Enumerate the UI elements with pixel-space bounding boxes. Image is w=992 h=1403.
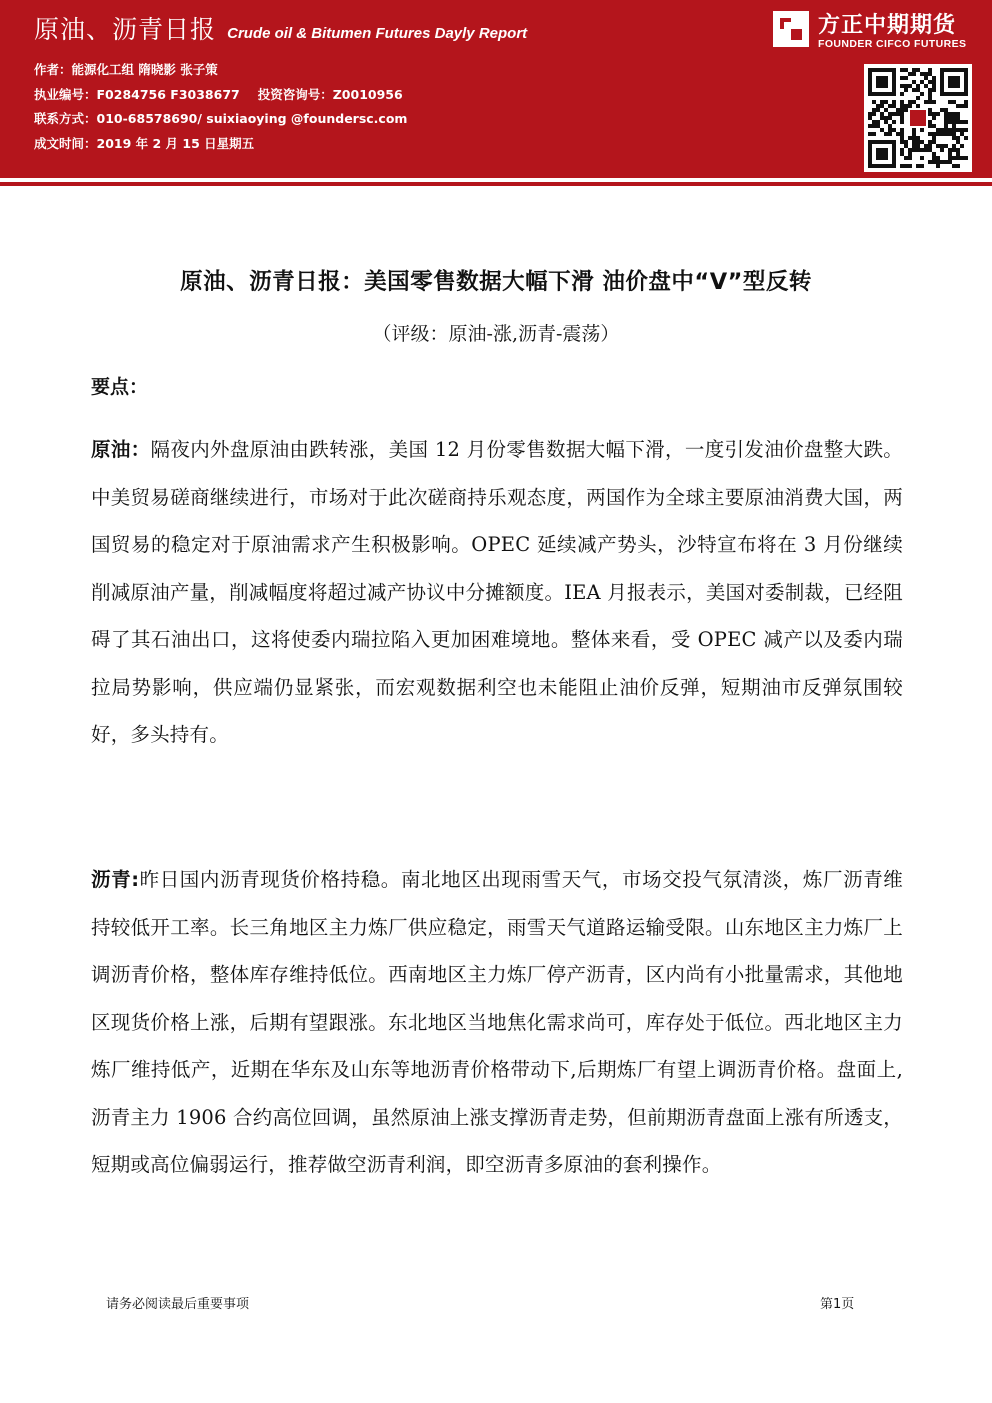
author-value: 能源化工组 隋晓影 张子策 — [71, 62, 218, 77]
qr-code-icon — [864, 64, 972, 172]
report-title — [34, 10, 527, 46]
footer-disclaimer: 请务必阅读最后重要事项 — [106, 1297, 250, 1312]
license-line — [34, 83, 407, 108]
header-divider — [0, 182, 992, 186]
contact-value: 010-68578690/ suixiaoying @foundersc.com — [96, 111, 408, 126]
contact-line — [34, 107, 407, 132]
logo-name-cn: 方正中期期货 — [818, 13, 957, 38]
crude-oil-paragraph — [91, 426, 903, 759]
date-value: 2019 年 2 月 15 日星期五 — [96, 135, 255, 151]
date-line — [34, 132, 407, 157]
author-line — [34, 58, 407, 83]
license-value: F0284756 F3038677 — [96, 86, 240, 102]
report-title-en: Crude oil & Bitumen Futures Dayly Report — [227, 25, 528, 42]
logo-name-en: FOUNDER CIFCO FUTURES — [818, 38, 967, 50]
rating-line: （评级：原油-涨,沥青-震荡） — [372, 323, 620, 345]
crude-oil-lead: 原油： — [91, 438, 151, 461]
contact-label: 联系方式： — [34, 111, 97, 126]
bitumen-paragraph — [91, 856, 903, 1189]
document-title: 原油、沥青日报：美国零售数据大幅下滑 油价盘中“V”型反转 — [180, 269, 812, 295]
page-number: 第1页 — [820, 1297, 855, 1312]
keypoints-heading: 要点： — [91, 376, 149, 398]
crude-oil-text: 隔夜内外盘原油由跌转涨，美国 12 月份零售数据大幅下滑，一度引发油价盘整大跌。中美贸易磋商继续进行，市场对于此次磋商持乐观态度，两国作为全球主要原油消费大国，两国贸易的稳定对于原油需求产生积极影响。OPEC 延续减产势头，沙特宣布将在 3 月份继续削减原油产量，削减幅度将超过减产协议中分摊额度。IEA 月报表示，美国对委制裁，已经阻碍了其石油出口，这将使委内瑞拉陷入更加困难境地。整体来看，受 OPEC 减产以及委内瑞拉局势影响，供应端仍显紧张，而宏观数据利空也未能阻止油价反弹，短期油市反弹氛围较好，多头持有。 — [91, 438, 903, 746]
report-header — [0, 0, 992, 178]
date-label: 成文时间： — [34, 135, 97, 151]
author-label: 作者： — [34, 62, 72, 77]
consult-label: 投资咨询号： — [257, 86, 333, 102]
report-title-cn: 原油、沥青日报 — [34, 15, 217, 44]
bitumen-lead: 沥青: — [91, 868, 140, 891]
license-label: 执业编号： — [34, 86, 97, 102]
company-logo — [772, 6, 987, 56]
founder-logo-icon — [772, 10, 810, 48]
bitumen-text: 昨日国内沥青现货价格持稳。南北地区出现雨雪天气，市场交投气氛清淡，炼厂沥青维持较低开工率。长三角地区主力炼厂供应稳定，雨雪天气道路运输受限。山东地区主力炼厂上调沥青价格，整体库存维持低位。西南地区主力炼厂停产沥青，区内尚有小批量需求，其他地区现货价格上涨，后期有望跟涨。东北地区当地焦化需求尚可，库存处于低位。西北地区主力炼厂维持低产，近期在华东及山东等地沥青价格带动下,后期炼厂有望上调沥青价格。盘面上,沥青主力 1906 合约高位回调，虽然原油上涨支撑沥青走势，但前期沥青盘面上涨有所透支，短期或高位偏弱运行，推荐做空沥青利润，即空沥青多原油的套利操作。 — [91, 868, 903, 1176]
report-meta — [34, 58, 407, 156]
consult-value: Z0010956 — [332, 86, 403, 102]
